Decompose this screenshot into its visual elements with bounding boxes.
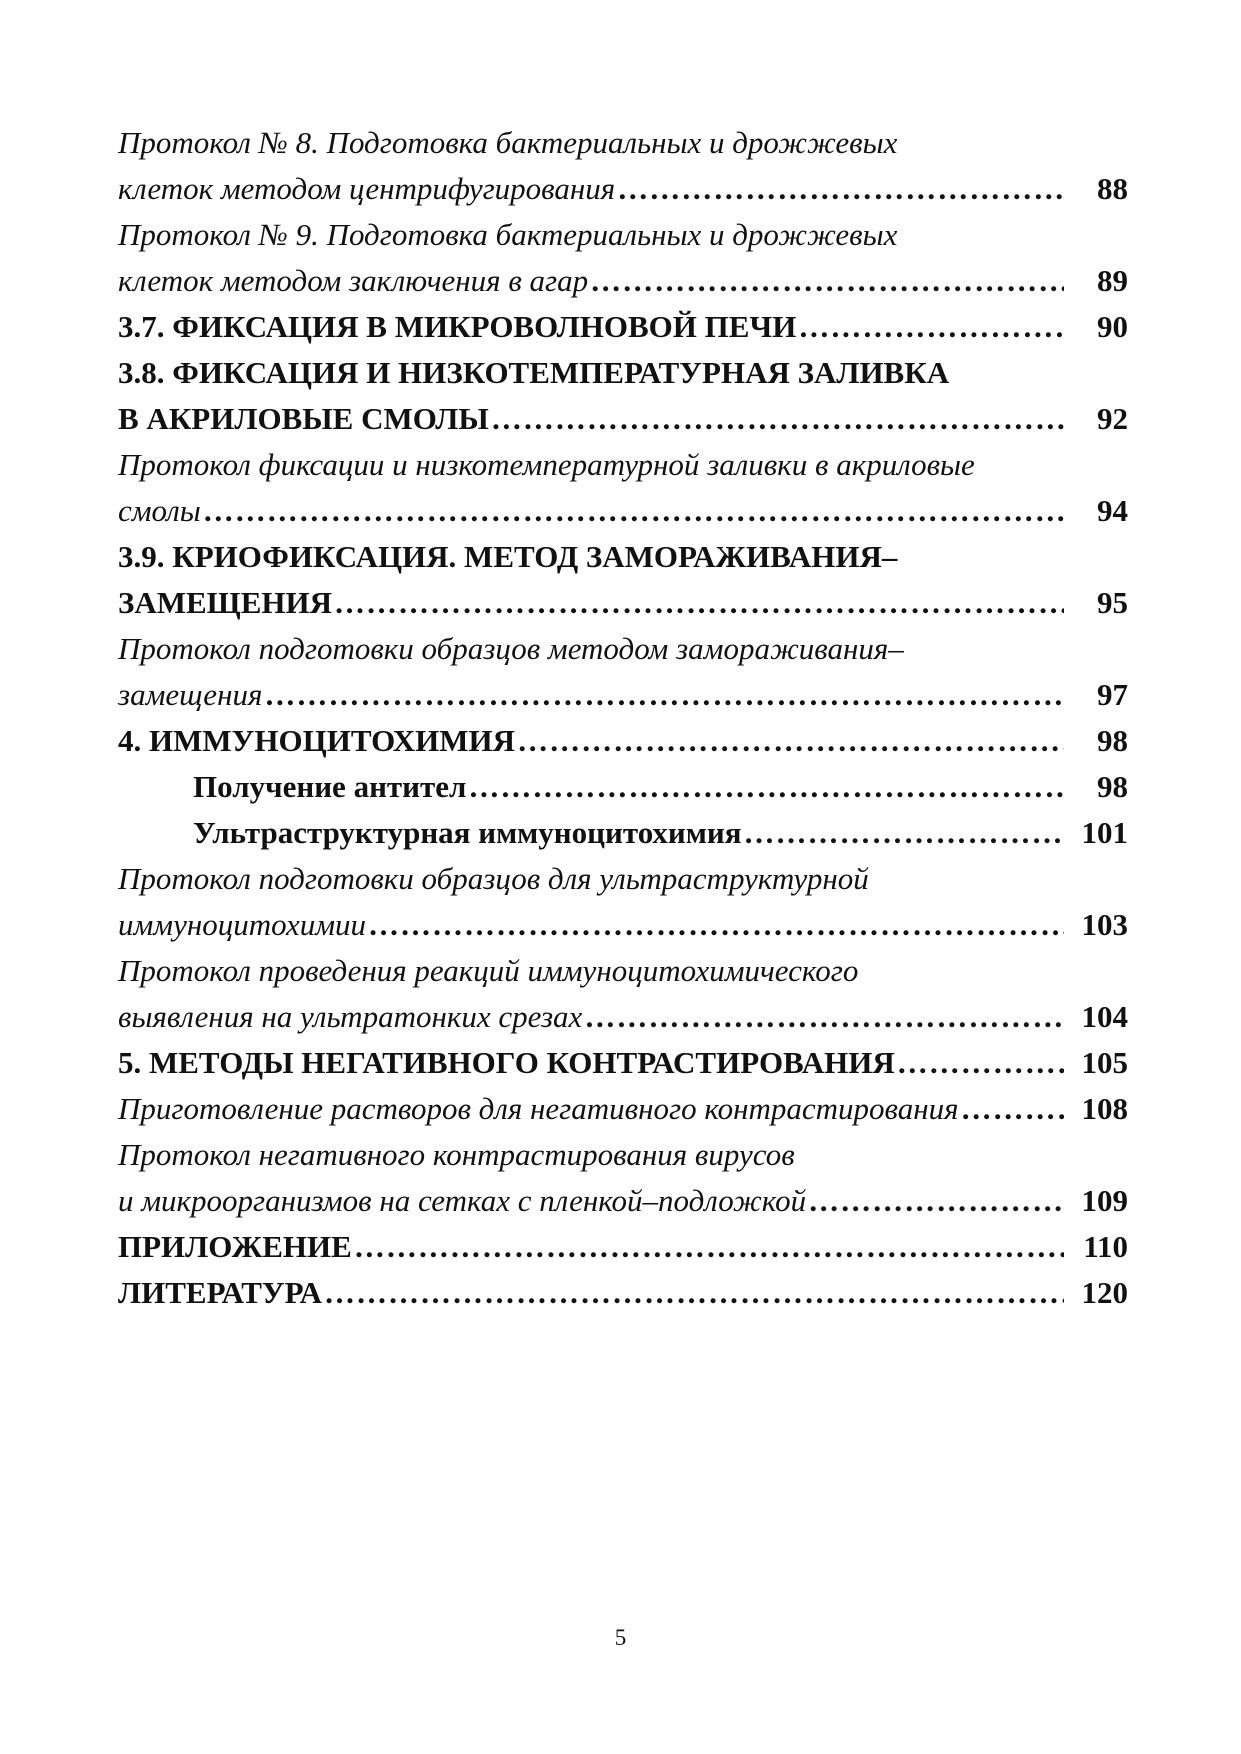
toc-page-number: 109 — [1081, 1183, 1128, 1218]
toc-entry-title: смолы — [118, 493, 201, 528]
toc-entry-protocol-immuno-line1: Протокол подготовки образцов для ультраструктурной — [118, 861, 869, 896]
toc-page-number: 110 — [1083, 1229, 1128, 1264]
page-number: 5 — [614, 1625, 627, 1650]
toc-entry-protocol-acrylic-line1: Протокол фиксации и низкотемпературной заливки в акриловые — [118, 447, 975, 482]
dot-leader — [491, 396, 1064, 442]
toc-entry-title: и микроорганизмов на сетках с пленкой–подложкой — [118, 1183, 807, 1218]
toc-entry-title: выявления на ультратонких срезах — [118, 999, 583, 1034]
dot-leader — [324, 1270, 1064, 1316]
toc-entry-protocol-9[interactable] — [118, 258, 1128, 304]
toc-entry-title: Приготовление растворов для негативного контрастирования — [118, 1091, 959, 1126]
toc-page-number: 95 — [1097, 585, 1128, 620]
dot-leader — [961, 1086, 1064, 1132]
toc-page-number: 104 — [1081, 999, 1128, 1034]
table-of-contents — [118, 120, 1128, 1316]
toc-entry-chapter-5[interactable] — [118, 1040, 1128, 1086]
toc-entry-protocol-9-line1: Протокол № 9. Подготовка бактериальных и дрожжевых — [118, 217, 898, 252]
dot-leader — [468, 764, 1064, 810]
toc-entry-title: Получение антител — [193, 769, 467, 804]
toc-page-number: 94 — [1097, 493, 1128, 528]
toc-entry-section-3-8[interactable] — [118, 396, 1128, 442]
toc-page-number: 98 — [1097, 769, 1128, 804]
dot-leader — [897, 1040, 1064, 1086]
dot-leader — [517, 718, 1064, 764]
toc-page-number: 98 — [1097, 723, 1128, 758]
dot-leader — [264, 672, 1064, 718]
toc-page-number: 105 — [1081, 1045, 1128, 1080]
toc-entry-solutions[interactable] — [118, 1086, 1128, 1132]
dot-leader — [584, 994, 1064, 1040]
dot-leader — [203, 488, 1064, 534]
toc-entry-protocol-negative[interactable] — [118, 1178, 1128, 1224]
toc-entry-ultrastructural[interactable] — [118, 810, 1128, 856]
toc-entry-appendix[interactable] — [118, 1224, 1128, 1270]
toc-entry-title: Ультраструктурная иммуноцитохимия — [193, 815, 742, 850]
toc-entry-section-3-9-line1: 3.9. КРИОФИКСАЦИЯ. МЕТОД ЗАМОРАЖИВАНИЯ– — [118, 539, 898, 574]
dot-leader — [617, 166, 1064, 212]
toc-entry-protocol-acrylic[interactable] — [118, 488, 1128, 534]
dot-leader — [808, 1178, 1064, 1224]
toc-entry-title: замещения — [118, 677, 263, 712]
toc-entry-section-3-7[interactable] — [118, 304, 1128, 350]
dot-leader — [744, 810, 1064, 856]
toc-entry-section-3-9[interactable] — [118, 580, 1128, 626]
toc-page-number: 101 — [1081, 815, 1128, 850]
toc-page-number: 103 — [1081, 907, 1128, 942]
toc-entry-title: ЗАМЕЩЕНИЯ — [118, 585, 333, 620]
toc-page-number: 89 — [1097, 263, 1128, 298]
toc-page-number: 88 — [1097, 171, 1128, 206]
toc-entry-protocol-immuno[interactable] — [118, 902, 1128, 948]
dot-leader — [798, 304, 1064, 350]
toc-entry-title: 3.7. ФИКСАЦИЯ В МИКРОВОЛНОВОЙ ПЕЧИ — [118, 309, 797, 344]
toc-entry-title: клеток методом центрифугирования — [118, 171, 616, 206]
toc-page-number: 92 — [1097, 401, 1128, 436]
toc-entry-protocol-freeze[interactable] — [118, 672, 1128, 718]
toc-entry-title: 4. ИММУНОЦИТОХИМИЯ — [118, 723, 516, 758]
toc-entry-protocol-reactions-line1: Протокол проведения реакций иммуноцитохимического — [118, 953, 859, 988]
toc-entry-protocol-negative-line1: Протокол негативного контрастирования вирусов — [118, 1137, 795, 1172]
toc-page-number: 97 — [1097, 677, 1128, 712]
toc-entry-protocol-freeze-line1: Протокол подготовки образцов методом замораживания– — [118, 631, 904, 666]
dot-leader — [354, 1224, 1064, 1270]
toc-entry-antibodies[interactable] — [118, 764, 1128, 810]
dot-leader — [334, 580, 1064, 626]
toc-entry-protocol-8-line1: Протокол № 8. Подготовка бактериальных и дрожжевых — [118, 125, 898, 160]
toc-entry-title: 5. МЕТОДЫ НЕГАТИВНОГО КОНТРАСТИРОВАНИЯ — [118, 1045, 895, 1080]
toc-entry-protocol-8[interactable] — [118, 166, 1128, 212]
toc-entry-title: В АКРИЛОВЫЕ СМОЛЫ — [118, 401, 489, 436]
toc-entry-title: иммуноцитохимии — [118, 907, 367, 942]
toc-entry-literature[interactable] — [118, 1270, 1128, 1316]
dot-leader — [590, 258, 1064, 304]
toc-page-number: 120 — [1081, 1275, 1128, 1310]
toc-page-number: 108 — [1081, 1091, 1128, 1126]
toc-entry-section-3-8-line1: 3.8. ФИКСАЦИЯ И НИЗКОТЕМПЕРАТУРНАЯ ЗАЛИВКА — [118, 355, 950, 390]
toc-entry-chapter-4[interactable] — [118, 718, 1128, 764]
toc-entry-protocol-reactions[interactable] — [118, 994, 1128, 1040]
toc-entry-title: клеток методом заключения в агар — [118, 263, 589, 298]
toc-entry-title: ПРИЛОЖЕНИЕ — [118, 1229, 352, 1264]
toc-page-number: 90 — [1097, 309, 1128, 344]
dot-leader — [368, 902, 1064, 948]
toc-entry-title: ЛИТЕРАТУРА — [118, 1275, 322, 1310]
